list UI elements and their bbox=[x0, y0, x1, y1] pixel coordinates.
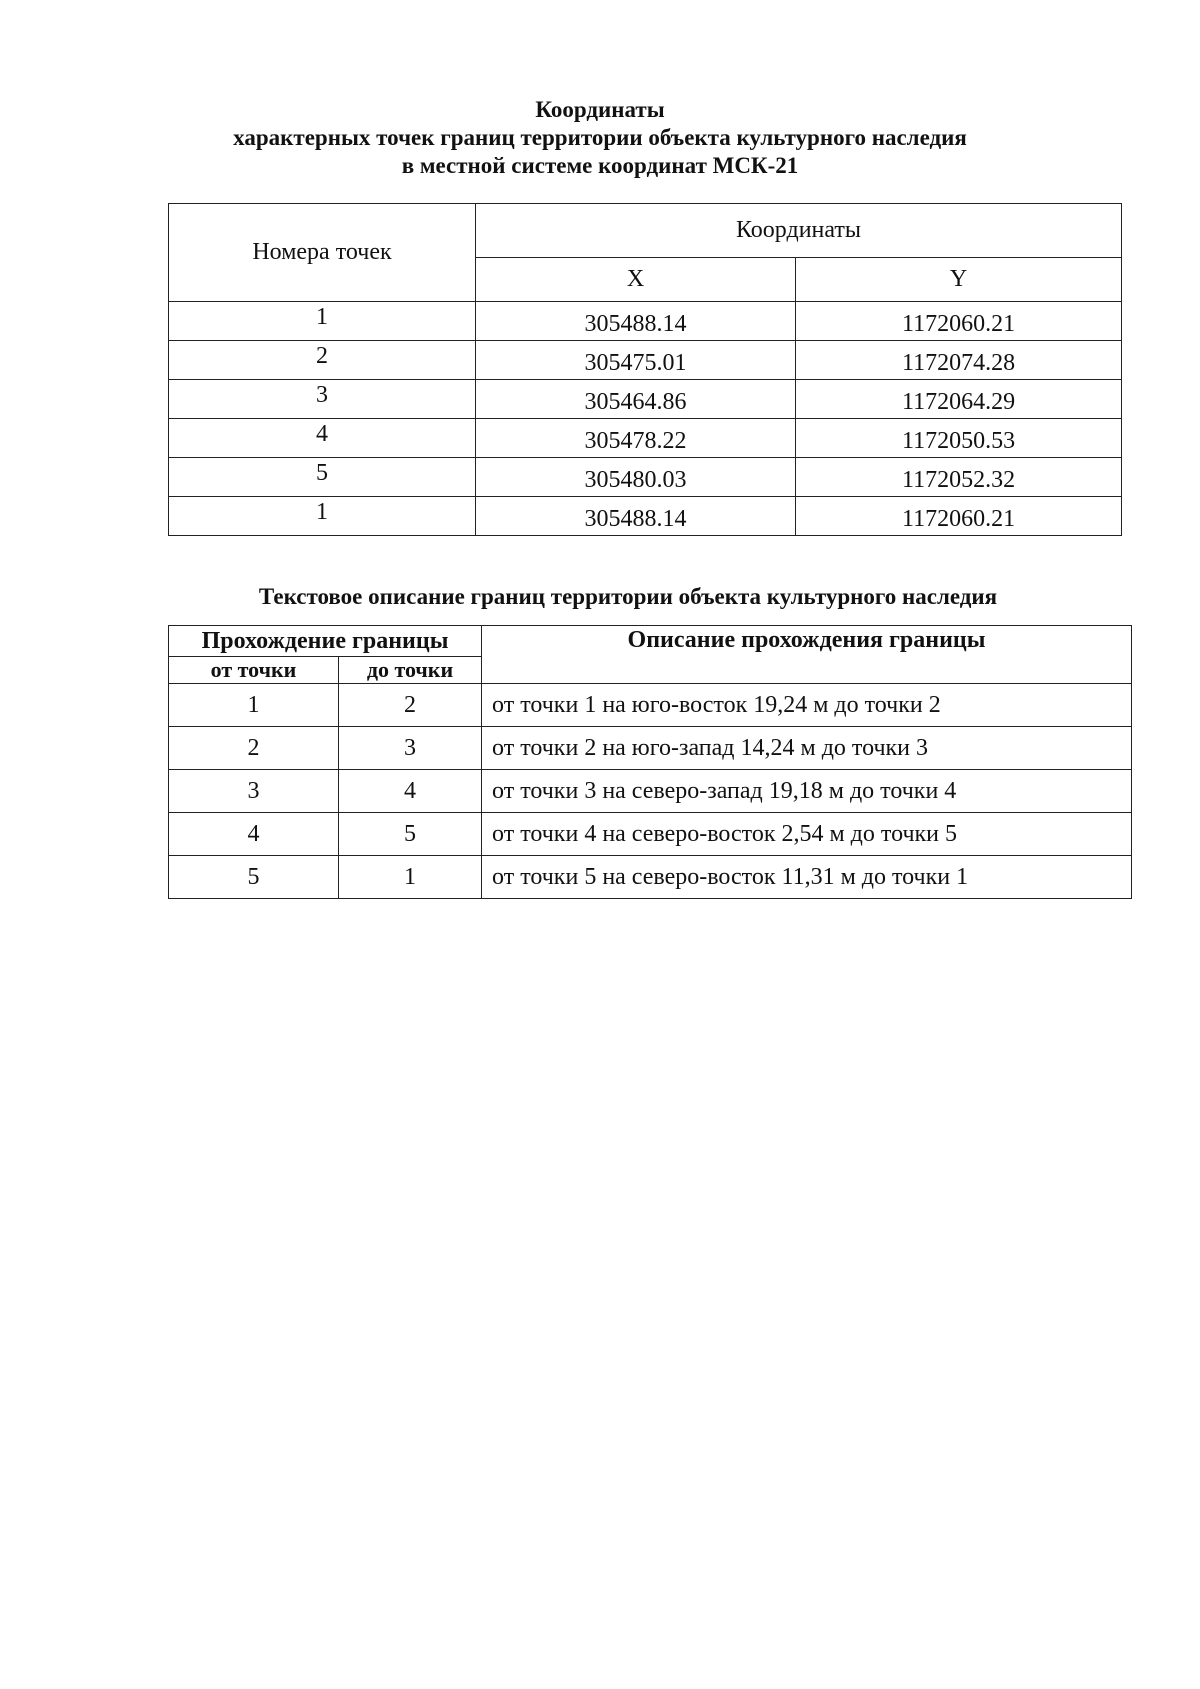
table-row bbox=[169, 458, 1122, 497]
point-number: 2 bbox=[169, 341, 476, 380]
to-point: 5 bbox=[339, 813, 482, 856]
from-point: 3 bbox=[169, 770, 339, 813]
coord-x: 305480.03 bbox=[476, 458, 796, 497]
table-row bbox=[169, 419, 1122, 458]
from-point: 1 bbox=[169, 684, 339, 727]
title-line-1: Координаты bbox=[535, 97, 665, 122]
point-number: 1 bbox=[169, 302, 476, 341]
passage-description: от точки 4 на северо-восток 2,54 м до точки 5 bbox=[482, 813, 1132, 856]
to-point: 2 bbox=[339, 684, 482, 727]
to-point: 4 bbox=[339, 770, 482, 813]
table-row bbox=[169, 497, 1122, 536]
table-row bbox=[169, 770, 1132, 813]
header-boundary-passage: Прохождение границы bbox=[169, 626, 482, 657]
from-point: 4 bbox=[169, 813, 339, 856]
coord-y: 1172050.53 bbox=[796, 419, 1122, 458]
coord-x: 305464.86 bbox=[476, 380, 796, 419]
header-to-point: до точки bbox=[339, 657, 482, 684]
from-point: 5 bbox=[169, 856, 339, 899]
point-number: 1 bbox=[169, 497, 476, 536]
coordinates-table bbox=[168, 203, 1122, 536]
coord-y: 1172074.28 bbox=[796, 341, 1122, 380]
passage-description: от точки 5 на северо-восток 11,31 м до точки 1 bbox=[482, 856, 1132, 899]
header-passage-description: Описание прохождения границы bbox=[482, 626, 1132, 684]
coord-x: 305488.14 bbox=[476, 497, 796, 536]
title-line-2: характерных точек границ территории объекта культурного наследия bbox=[233, 125, 967, 150]
coord-x: 305488.14 bbox=[476, 302, 796, 341]
table-row bbox=[169, 727, 1132, 770]
header-y: Y bbox=[796, 258, 1122, 302]
point-number: 5 bbox=[169, 458, 476, 497]
header-point-numbers: Номера точек bbox=[169, 204, 476, 302]
table-row bbox=[169, 302, 1122, 341]
table-row bbox=[169, 380, 1122, 419]
to-point: 1 bbox=[339, 856, 482, 899]
coord-x: 305478.22 bbox=[476, 419, 796, 458]
to-point: 3 bbox=[339, 727, 482, 770]
coord-x: 305475.01 bbox=[476, 341, 796, 380]
title-line-3: в местной системе координат МСК-21 bbox=[401, 153, 799, 178]
boundary-description-table bbox=[168, 625, 1132, 899]
header-x: X bbox=[476, 258, 796, 302]
passage-description: от точки 3 на северо-запад 19,18 м до точки 4 bbox=[482, 770, 1132, 813]
header-coordinates: Координаты bbox=[476, 204, 1122, 258]
passage-description: от точки 2 на юго-запад 14,24 м до точки 3 bbox=[482, 727, 1132, 770]
from-point: 2 bbox=[169, 727, 339, 770]
coord-y: 1172052.32 bbox=[796, 458, 1122, 497]
header-from-point: от точки bbox=[169, 657, 339, 684]
coord-y: 1172064.29 bbox=[796, 380, 1122, 419]
coord-y: 1172060.21 bbox=[796, 302, 1122, 341]
table-row bbox=[169, 813, 1132, 856]
table-row bbox=[169, 341, 1122, 380]
point-number: 4 bbox=[169, 419, 476, 458]
section-title: Текстовое описание границ территории объекта культурного наследия bbox=[258, 584, 998, 609]
coord-y: 1172060.21 bbox=[796, 497, 1122, 536]
point-number: 3 bbox=[169, 380, 476, 419]
document-title bbox=[150, 96, 1050, 180]
table-row bbox=[169, 856, 1132, 899]
passage-description: от точки 1 на юго-восток 19,24 м до точки 2 bbox=[482, 684, 1132, 727]
table-row bbox=[169, 684, 1132, 727]
